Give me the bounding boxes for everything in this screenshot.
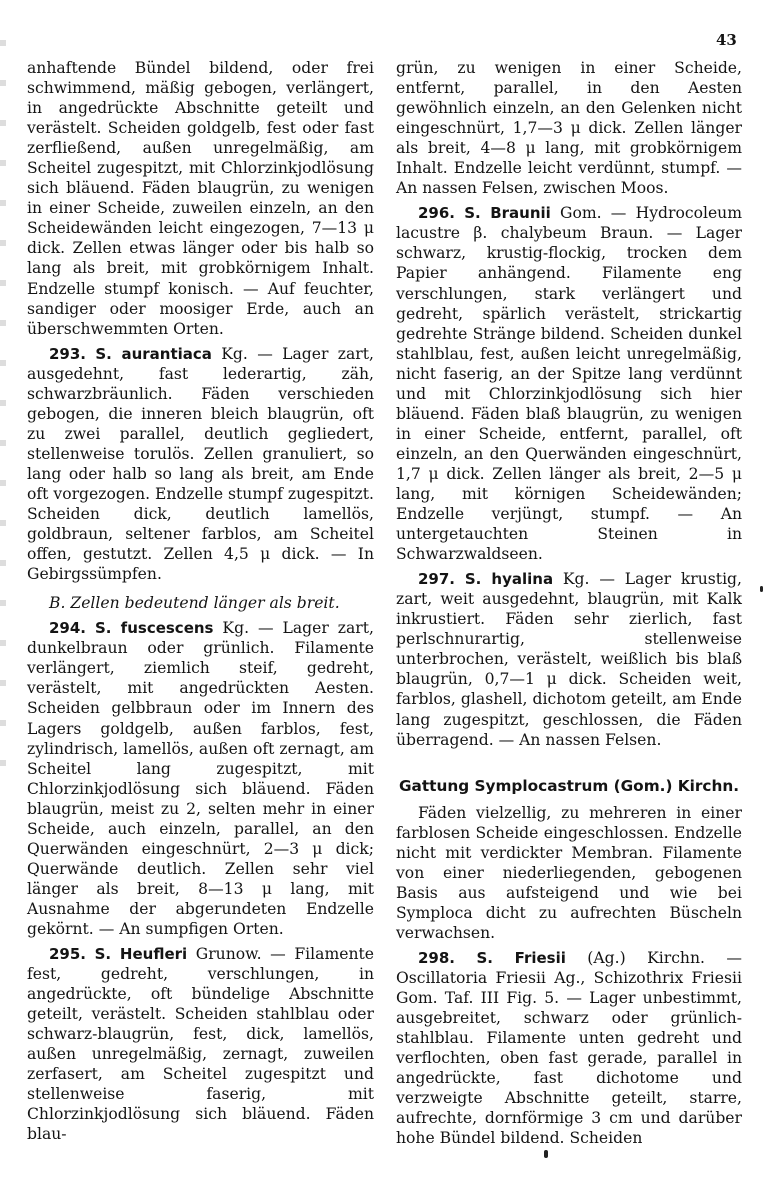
species-entry-298 (396, 948, 742, 1148)
genus-heading: Gattung Symplocastrum (Gom.) Kirchn. (398, 776, 740, 795)
species-entry-297 (396, 569, 742, 749)
species-description: Kg. — Lager zart, dunkelbraun oder grünlich. Filamente verlängert, ziemlich steif, gedreht, verästelt, mit angedrückten Aesten. Scheiden gelbbraun oder im Innern des Lagers goldgelb, außen farblos, fest, zylindrisch, lamellös, außen oft zernagt, am Scheitel lang zugespitzt, mit Chlorzinkjodlösung sich bläuend. Fäden blaugrün, meist zu 2, selten mehr in einer Scheide, auch einzeln, parallel, an den Querwänden eingeschnürt, 2—3 μ dick; Querwände deutlich. Zellen sehr viel länger als breit, 8—13 μ lang, mit Ausnahme der abgerundeten Endzelle gekörnt. — An sumpfigen Orten. (27, 619, 374, 938)
species-description: Kg. — Lager zart, ausgedehnt, fast lederartig, zäh, schwarzbräunlich. Fäden verschieden gebogen, die inneren bleich blaugrün, oft zu zwei parallel, deutlich gegliedert, stellenweise torulös. Zellen granuliert, so lang oder halb so lang als breit, am Ende oft vorgezogen. Endzelle stumpf zugespitzt. Scheiden dick, deutlich lamellös, goldbraun, seltener farblos, am Scheitel offen, gestutzt. Zellen 4,5 μ dick. — In Gebirgssümpfen. (27, 344, 374, 584)
species-number: 298. (418, 948, 456, 967)
species-entry-294 (27, 618, 374, 939)
page-number: 43 (716, 31, 737, 49)
genus-description: Fäden vielzellig, zu mehreren in einer farblosen Scheide eingeschlossen. Endzelle nicht mit verdickter Membran. Filamente von einer niederliegenden, gebogenen Basis aus aufsteigend und wie bei Symploca dicht zu aufrechten Büscheln verwachsen. (396, 803, 742, 942)
species-entry-295 (27, 944, 374, 1144)
ink-speck (760, 586, 763, 592)
species-entry-296 (396, 203, 742, 564)
species-name: S. Friesii (476, 948, 566, 967)
species-name: S. hyalina (464, 570, 554, 589)
species-number: 297. (418, 570, 456, 589)
species-name: S. Heufleri (94, 945, 188, 964)
species-name: S. Braunii (464, 204, 551, 223)
species-number: 293. (49, 344, 87, 363)
continued-paragraph: anhaftende Bündel bildend, oder frei schwimmend, mäßig gebogen, verlängert, in angedrückte Abschnitte geteilt und verästelt. Scheiden goldgelb, fest oder fast zerfließend, außen unregelmäßig, am Scheitel zugespitzt, mit Chlorzinkjodlösung sich bläuend. Fäden blaugrün, zu wenigen in einer Scheide, zuweilen einzeln, an den Scheidewänden leicht eingezogen, 7—13 μ dick. Zellen etwas länger oder bis halb so lang als breit, mit grobkörnigem Inhalt. Endzelle stumpf konisch. — Auf feuchter, sandiger oder moosiger Erde, auch an überschwemmten Orten. (27, 59, 374, 338)
continued-paragraph: grün, zu wenigen in einer Scheide, entfernt, parallel, in den Aesten gewöhnlich einzeln, an den Gelenken nicht eingeschnürt, 1,7—3 μ dick. Zellen länger als breit, 4—8 μ lang, mit grobkörnigem Inhalt. Endzelle leicht verdünnt, stumpf. — An nassen Felsen, zwischen Moos. (396, 59, 742, 198)
species-name: S. fuscescens (94, 619, 214, 638)
species-number: 296. (418, 204, 456, 223)
section-heading: B. Zellen bedeutend länger als breit. (49, 594, 340, 613)
right-column (396, 58, 742, 1148)
species-number: 295. (49, 945, 87, 964)
species-entry-293 (27, 344, 374, 585)
species-description: Kg. — Lager krustig, zart, weit ausgedehnt, blaugrün, mit Kalk inkrustiert. Fäden sehr zierlich, fast perlschnurartig, stellenweise unterbrochen, verästelt, weißlich bis blaß blaugrün, 0,7—1 μ dick. Scheiden weit, farblos, glashell, dichotom geteilt, am Ende lang zugespitzt, geschlossen, die Fäden überragend. — An nassen Felsen. (396, 570, 742, 749)
left-column (27, 58, 374, 1144)
species-name: S. aurantiaca (95, 344, 212, 363)
species-description: Grunow. — Filamente fest, gedreht, verschlungen, in angedrückte, oft bündelige Abschnitte geteilt, verästelt. Scheiden stahlblau oder schwarz-blaugrün, fest, dick, lamellös, außen unregelmäßig, zernagt, zuweilen zerfasert, am Scheitel zugespitzt und stellenweise faserig, mit Chlorzinkjodlösung sich bläuend. Fäden blau- (27, 945, 374, 1144)
page-binding-edge (0, 40, 6, 800)
species-description: (Ag.) Kirchn. — Oscillatoria Friesii Ag., Schizothrix Friesii Gom. Taf. III Fig. 5. — Lager unbestimmt, ausgebreitet, schwarz oder grünlich-stahlblau. Filamente unten gedreht und verflochten, oben fast gerade, parallel in angedrückte, fast dichotome und verzweigte Abschnitte geteilt, starre, aufrechte, dornförmige 3 cm und darüber hohe Bündel bildend. Scheiden (396, 948, 742, 1148)
ink-speck (544, 1150, 548, 1158)
species-number: 294. (49, 619, 87, 638)
species-description: Gom. — Hydrocoleum lacustre β. chalybeum Braun. — Lager schwarz, krustig-flockig, trocken dem Papier anhängend. Filamente eng verschlungen, stark verlängert und gedreht, spärlich verästelt, strickartig gedrehte Stränge bildend. Scheiden dunkel stahlblau, fest, außen leicht unregelmäßig, nicht faserig, an der Spitze lang verdünnt und mit Chlorzinkjodlösung sich hier bläuend. Fäden blaß blaugrün, zu wenigen in einer Scheide, entfernt, parallel, oft einzeln, an den Querwänden eingeschnürt, 1,7 μ dick. Zellen länger als breit, 2—5 μ lang, mit körnigen Scheidewänden; Endzelle verjüngt, stumpf. — An untergetauchten Steinen in Schwarzwaldseen. (396, 204, 743, 564)
